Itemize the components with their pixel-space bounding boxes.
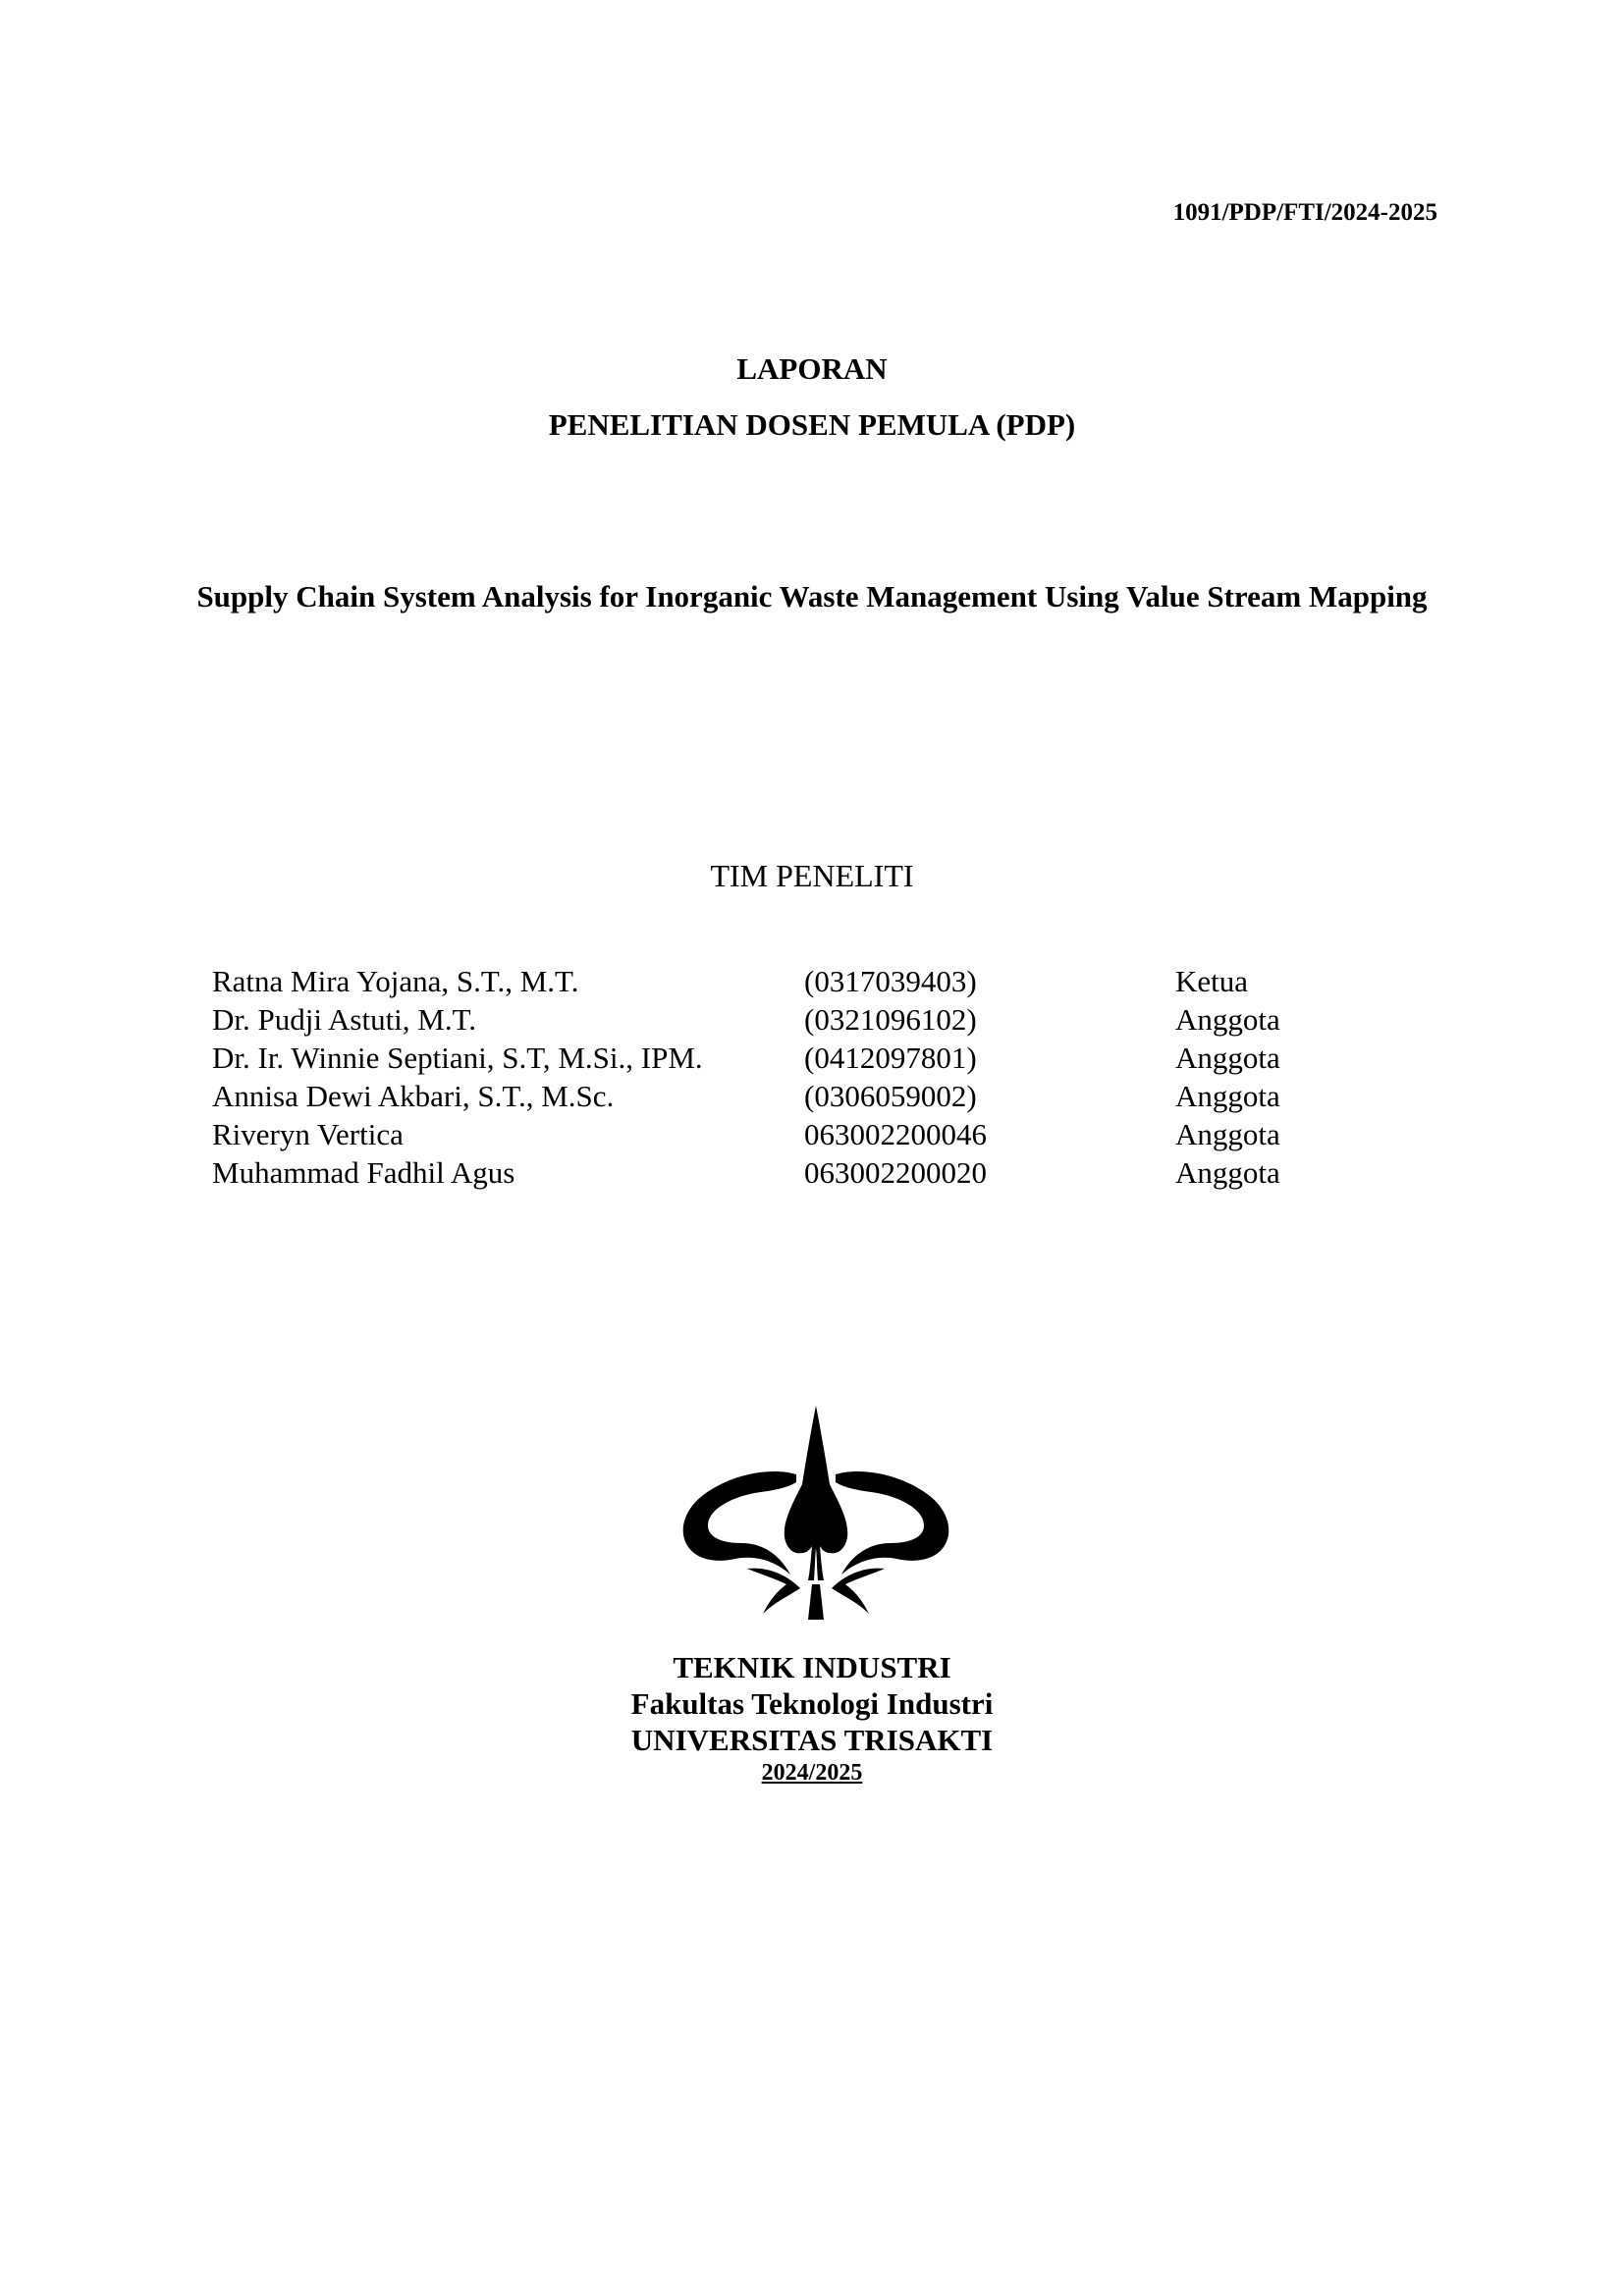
member-role: Anggota xyxy=(1175,1002,1280,1037)
member-id: (0412097801) xyxy=(804,1041,977,1075)
member-id: (0306059002) xyxy=(804,1079,977,1113)
team-member-row xyxy=(212,1000,1372,1039)
team-member-row xyxy=(212,1153,1372,1192)
faculty-name: Fakultas Teknologi Industri xyxy=(630,1686,994,1721)
member-name: Ratna Mira Yojana, S.T., M.T. xyxy=(212,964,579,998)
report-title: Supply Chain System Analysis for Inorganic Waste Management Using Value Stream Mapping xyxy=(196,579,1428,614)
member-role: Anggota xyxy=(1175,1079,1280,1113)
university-name: UNIVERSITAS TRISAKTI xyxy=(630,1723,994,1757)
member-role: Anggota xyxy=(1175,1155,1280,1190)
team-member-row xyxy=(212,1039,1372,1077)
team-table xyxy=(212,962,1372,1192)
report-heading: LAPORAN xyxy=(736,351,888,386)
member-id: 063002200020 xyxy=(804,1155,987,1190)
member-name: Dr. Pudji Astuti, M.T. xyxy=(212,1002,476,1037)
academic-year: 2024/2025 xyxy=(761,1760,863,1786)
document-number: 1091/PDP/FTI/2024-2025 xyxy=(1172,199,1437,226)
member-name: Annisa Dewi Akbari, S.T., M.Sc. xyxy=(212,1079,615,1113)
report-subheading: PENELITIAN DOSEN PEMULA (PDP) xyxy=(548,407,1076,442)
department-name: TEKNIK INDUSTRI xyxy=(673,1650,951,1684)
team-heading: TIM PENELITI xyxy=(710,858,914,893)
member-name: Dr. Ir. Winnie Septiani, S.T, M.Si., IPM. xyxy=(212,1041,703,1075)
member-role: Anggota xyxy=(1175,1117,1280,1151)
team-member-row xyxy=(212,1077,1372,1115)
member-id: 063002200046 xyxy=(804,1117,987,1151)
member-role: Ketua xyxy=(1175,964,1249,998)
member-id: (0321096102) xyxy=(804,1002,977,1037)
member-role: Anggota xyxy=(1175,1041,1280,1075)
university-emblem-icon xyxy=(680,1406,951,1620)
member-name: Riveryn Vertica xyxy=(212,1117,404,1151)
institution-block xyxy=(0,1649,1624,1788)
team-member-row xyxy=(212,962,1372,1000)
member-name: Muhammad Fadhil Agus xyxy=(212,1155,515,1190)
team-member-row xyxy=(212,1115,1372,1153)
member-id: (0317039403) xyxy=(804,964,977,998)
